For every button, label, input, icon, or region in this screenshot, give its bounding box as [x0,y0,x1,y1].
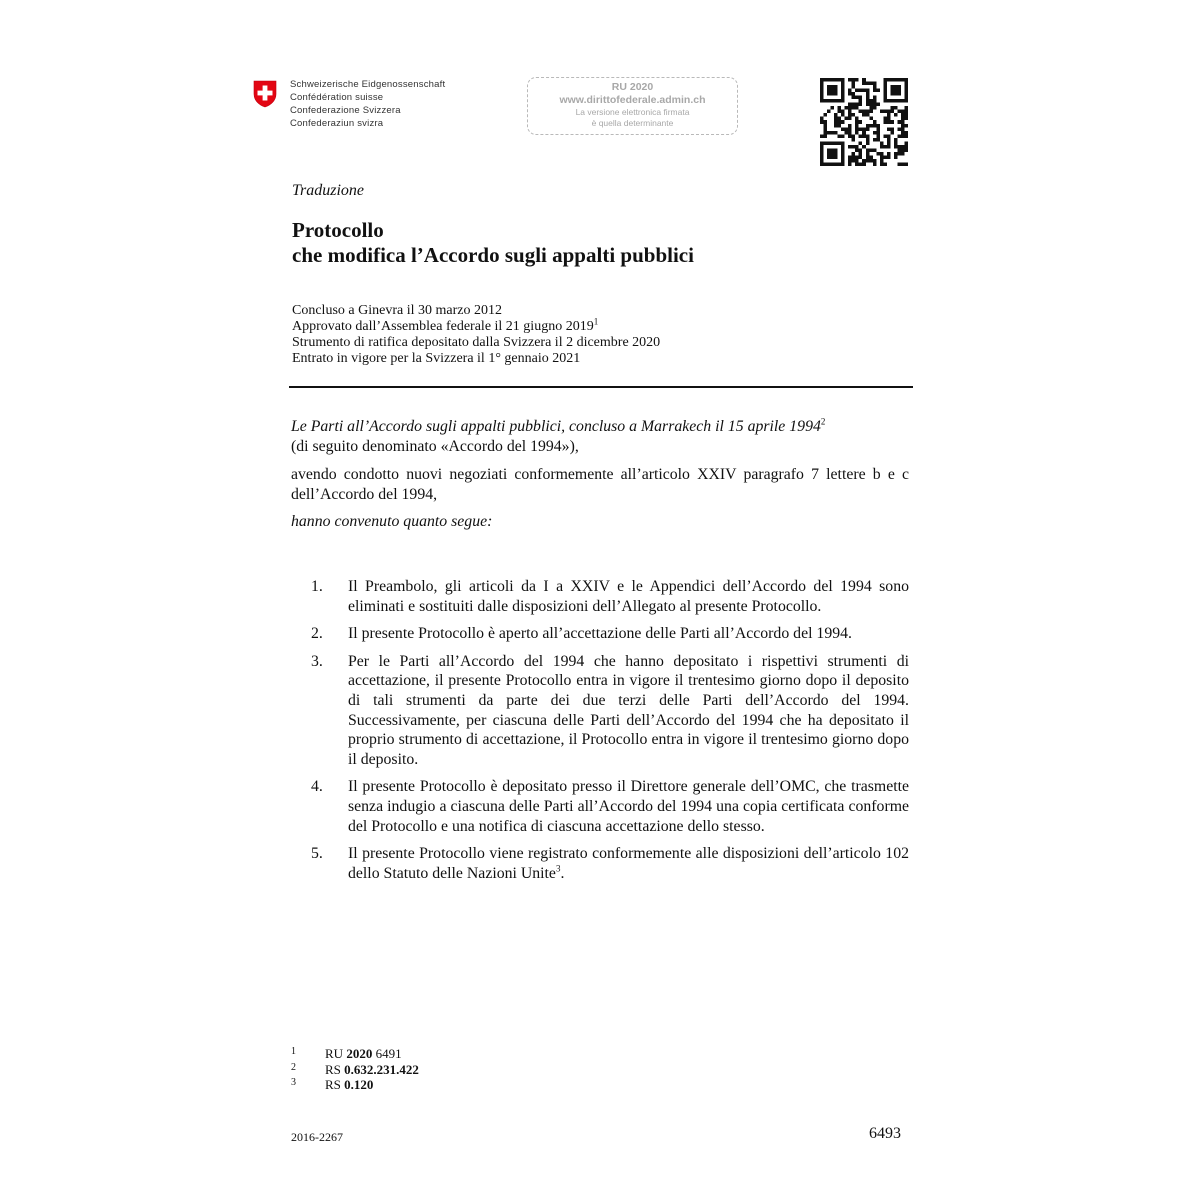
footnote: 3 RS 0.120 [291,1077,374,1092]
confederation-name-it: Confederazione Svizzera [290,105,401,116]
confederation-names [290,78,445,130]
article-item [311,624,909,644]
qr-code-icon[interactable] [820,78,908,166]
stamp-note-1: La versione elettronica firmata [575,107,690,117]
article-item [311,577,909,616]
preamble-paragraph: hanno convenuto quanto segue: [291,513,493,530]
footnote-ref[interactable]: 2 [820,416,826,427]
footnote-ref[interactable]: 1 [593,316,599,327]
article-number: 2. [311,625,323,643]
stamp-collection: RU 2020 [611,81,654,93]
article-text: Per le Parti all’Accordo del 1994 che hanno depositato i rispettivi strumenti di accettazione, il presente Protocollo entra in vigore il trentesimo giorno dopo il deposito di tali strumenti da parte dei due terzi delle Parti dell’Accordo del 1994. Successivamente, per ciascuna delle Parti dell’Accordo del 1994 che ha depositato il proprio strumento di accettazione, il Protocollo entra in vigore il trentesimo giorno dopo il deposito. [348,652,909,768]
title-line-1: Protocollo [292,218,384,242]
page-number: 6493 [869,1125,901,1142]
article-text: Il presente Protocollo è depositato presso il Direttore generale dell’OMC, che trasmette senza indugio a ciascuna delle Parti all’Accordo del 1994 una copia certificata conforme del Protocollo e una notifica di ciascuna accettazione dello stesso. [348,778,909,835]
article-number: 5. [311,845,323,863]
article-text: Il Preambolo, gli articoli da I a XXIV e le Appendici dell’Accordo del 1994 sono eliminati e sostituiti dalle disposizioni dell’Allegato al presente Protocollo. [348,578,909,615]
official-publication-stamp [527,77,738,135]
footnote: 1 RU 2020 6491 [291,1046,402,1061]
footnote-number: 1 [291,1046,296,1057]
footnote-ref[interactable]: 3 [555,863,561,874]
preamble-paragraph: Le Parti all’Accordo sugli appalti pubblici, concluso a Marrakech il 15 aprile 1994$^2$ (di seguito denominato «Accordo del 1994»), [291,416,826,455]
article-item [311,777,909,836]
confederation-name-de: Schweizerische Eidgenossenschaft [290,79,446,90]
article-text: Il presente Protocollo è aperto all’accettazione delle Parti all’Accordo del 1994. [348,625,852,643]
article-number: 3. [311,652,323,670]
concluded-date: Concluso a Ginevra il 30 marzo 2012 [292,303,502,318]
document-metadata [292,303,660,367]
title-line-2: che modifica l’Accordo sugli appalti pubblici [292,243,694,267]
article-item [311,652,909,770]
article-list [311,577,909,891]
footnote-number: 2 [291,1061,296,1073]
approved-date: Approvato dall’Assemblea federale il 21 giugno 2019$^1$ [292,316,599,334]
article-number: 1. [311,578,323,595]
document-title [292,218,694,268]
article-number: 4. [311,778,323,796]
stamp-note-2: è quella determinante [591,118,674,128]
ratification-date: Strumento di ratifica depositato dalla Svizzera il 2 dicembre 2020 [292,335,661,350]
in-force-date: Entrato in vigore per la Svizzera il 1° gennaio 2021 [292,351,581,366]
footnote-number: 3 [291,1077,296,1088]
confederation-name-fr: Confédération suisse [290,92,384,103]
translation-label: Traduzione [292,182,365,199]
article-item: 5. Il presente Protocollo viene registrato conformemente alle disposizioni dell’articolo 102 dello Statuto delle Nazioni Unite$^3$. [311,845,909,882]
confederation-name-rm: Confederaziun svizra [290,118,384,129]
header-divider [289,386,913,388]
footnotes [291,1046,419,1093]
swiss-cross-icon [253,80,277,108]
preamble-paragraph: avendo condotto nuovi negoziati conformemente all’articolo XXIV paragrafo 7 lettere b e c dell’Accordo del 1994, [291,466,909,503]
stamp-url[interactable]: www.dirittofederale.admin.ch [559,94,706,106]
article-text: Il presente Protocollo viene registrato conformemente alle disposizioni dell’articolo 102 dello Statuto delle Nazioni Unite [348,845,909,882]
footnote: 2 RS 0.632.231.422 [291,1061,419,1077]
document-id: 2016-2267 [291,1130,343,1144]
